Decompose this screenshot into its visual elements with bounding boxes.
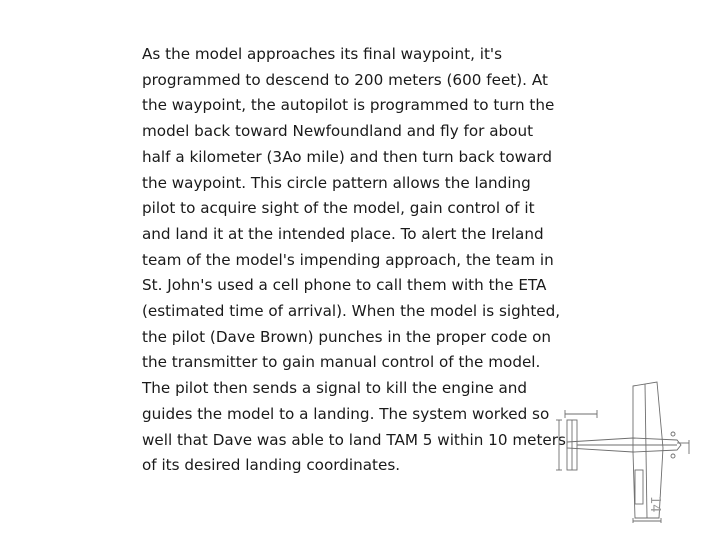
- body-paragraph: [142, 42, 566, 479]
- text-line: model back toward Newfoundland and fly for about: [142, 122, 534, 141]
- text-line: of its desired landing coordinates.: [142, 456, 401, 475]
- text-line: the waypoint. This circle pattern allows the landing: [142, 173, 531, 192]
- airplane-plan-drawing-icon: [555, 378, 695, 523]
- text-line: pilot to acquire sight of the model, gain control of it: [142, 199, 535, 218]
- text-line: team of the model's impending approach, the team in: [142, 250, 554, 269]
- text-line: the waypoint, the autopilot is programmed to turn the: [142, 96, 555, 115]
- text-line: programmed to descend to 200 meters (600 feet). At: [142, 70, 548, 89]
- text-line: St. John's used a cell phone to call them with the ETA: [142, 276, 547, 295]
- text-line: guides the model to a landing. The system worked so: [142, 404, 550, 423]
- text-line: The pilot then sends a signal to kill the engine and: [142, 379, 528, 398]
- tail-number: 14: [647, 496, 662, 513]
- text-line: and land it at the intended place. To alert the Ireland: [142, 224, 544, 243]
- text-line: the pilot (Dave Brown) punches in the proper code on: [142, 327, 552, 346]
- text-line: As the model approaches its final waypoint, it's: [142, 45, 502, 63]
- text-line: well that Dave was able to land TAM 5 within 10 meters: [142, 430, 566, 449]
- text-line: half a kilometer (3Ao mile) and then turn back toward: [142, 147, 552, 166]
- text-line: the transmitter to gain manual control of the model.: [142, 353, 541, 372]
- text-line: (estimated time of arrival). When the model is sighted,: [142, 302, 561, 321]
